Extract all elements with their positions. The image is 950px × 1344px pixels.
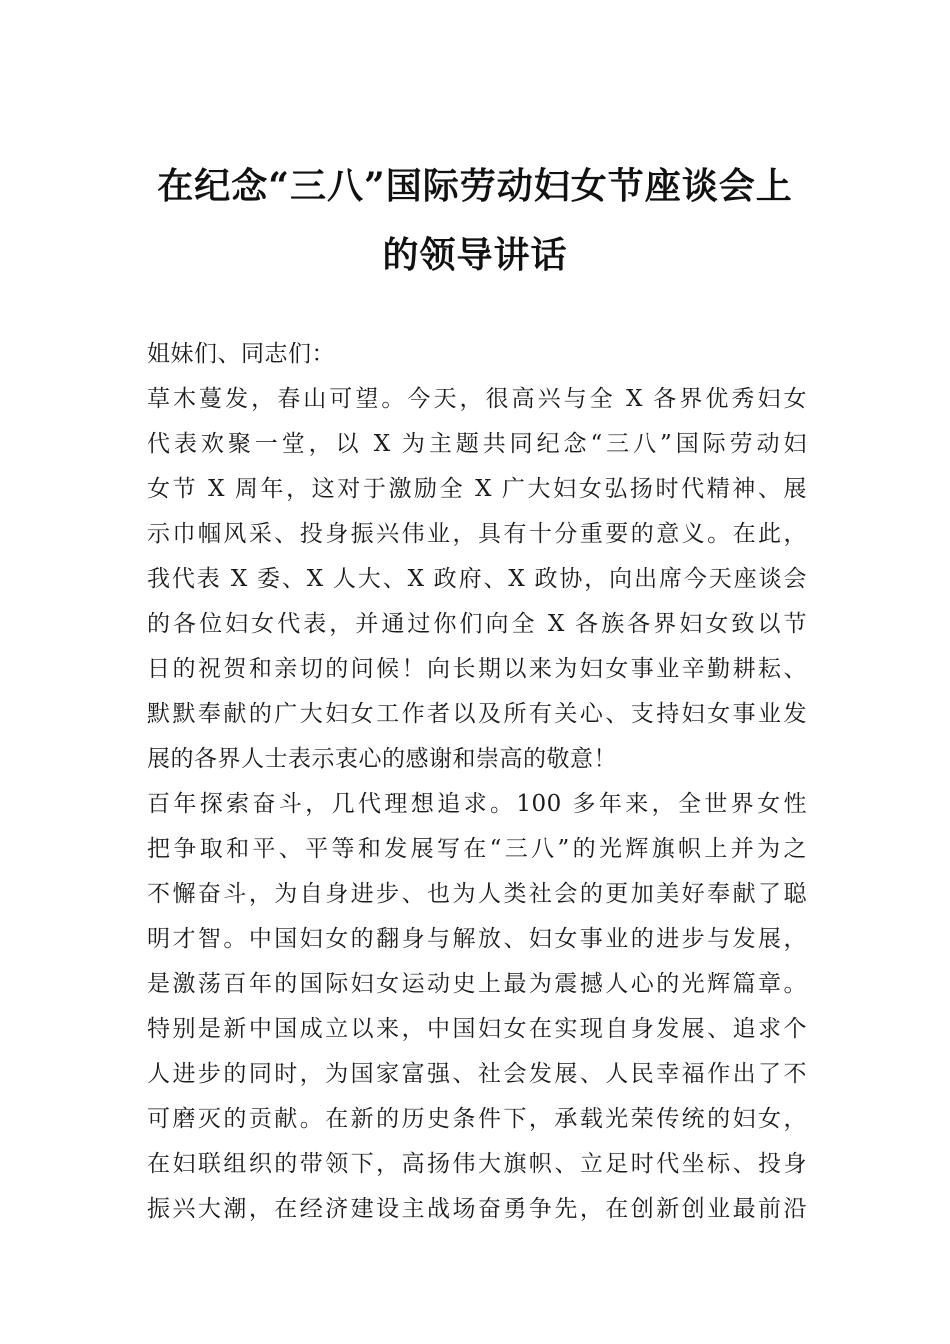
title-line-1: 在纪念“三八”国际劳动妇女节座谈会上 (157, 165, 793, 207)
paragraph-2 (147, 782, 807, 1232)
paragraph-line: 代表欢聚一堂，以 X 为主题共同纪念“三八”国际劳动妇 (147, 431, 807, 457)
paragraph-line: 不懈奋斗，为自身进步、也为人类社会的更加美好奉献了聪 (147, 881, 807, 907)
paragraph-line: 把争取和平、平等和发展写在“三八”的光辉旗帜上并为之 (147, 836, 807, 862)
paragraph-line: 示巾帼风采、投身振兴伟业，具有十分重要的意义。在此， (147, 521, 807, 547)
paragraph-line: 日的祝贺和亲切的问候！向长期以来为妇女事业辛勤耕耘、 (147, 656, 807, 682)
paragraph-line: 振兴大潮，在经济建设主战场奋勇争先，在创新创业最前沿 (147, 1196, 807, 1222)
salutation: 姐妹们、同志们： (147, 341, 335, 367)
paragraph-line: 展的各界人士表示衷心的感谢和崇高的敬意！ (147, 746, 617, 772)
paragraph-line: 明才智。中国妇女的翻身与解放、妇女事业的进步与发展， (147, 926, 807, 952)
paragraph-line: 特别是新中国成立以来，中国妇女在实现自身发展、追求个 (147, 1016, 807, 1042)
paragraph-line: 百年探索奋斗，几代理想追求。100 多年来，全世界女性 (147, 791, 807, 817)
paragraph-1 (147, 377, 807, 782)
paragraph-line: 在妇联组织的带领下，高扬伟大旗帜、立足时代坐标、投身 (147, 1151, 807, 1177)
paragraph-line: 可磨灭的贡献。在新的历史条件下，承载光荣传统的妇女， (147, 1106, 807, 1132)
paragraph-line: 的各位妇女代表，并通过你们向全 X 各族各界妇女致以节 (147, 611, 807, 637)
paragraph-line: 我代表 X 委、X 人大、X 政府、X 政协，向出席今天座谈会 (147, 566, 807, 592)
paragraph-line: 草木蔓发，春山可望。今天，很高兴与全 X 各界优秀妇女 (147, 386, 807, 412)
paragraph-line: 女节 X 周年，这对于激励全 X 广大妇女弘扬时代精神、展 (147, 476, 807, 502)
paragraph-line: 人进步的同时，为国家富强、社会发展、人民幸福作出了不 (147, 1061, 807, 1087)
paragraph-line: 是激荡百年的国际妇女运动史上最为震撼人心的光辉篇章。 (147, 971, 807, 997)
document-body (147, 332, 807, 1232)
paragraph-line: 默默奉献的广大妇女工作者以及所有关心、支持妇女事业发 (147, 701, 807, 727)
title-line-2: 的领导讲话 (382, 234, 568, 276)
